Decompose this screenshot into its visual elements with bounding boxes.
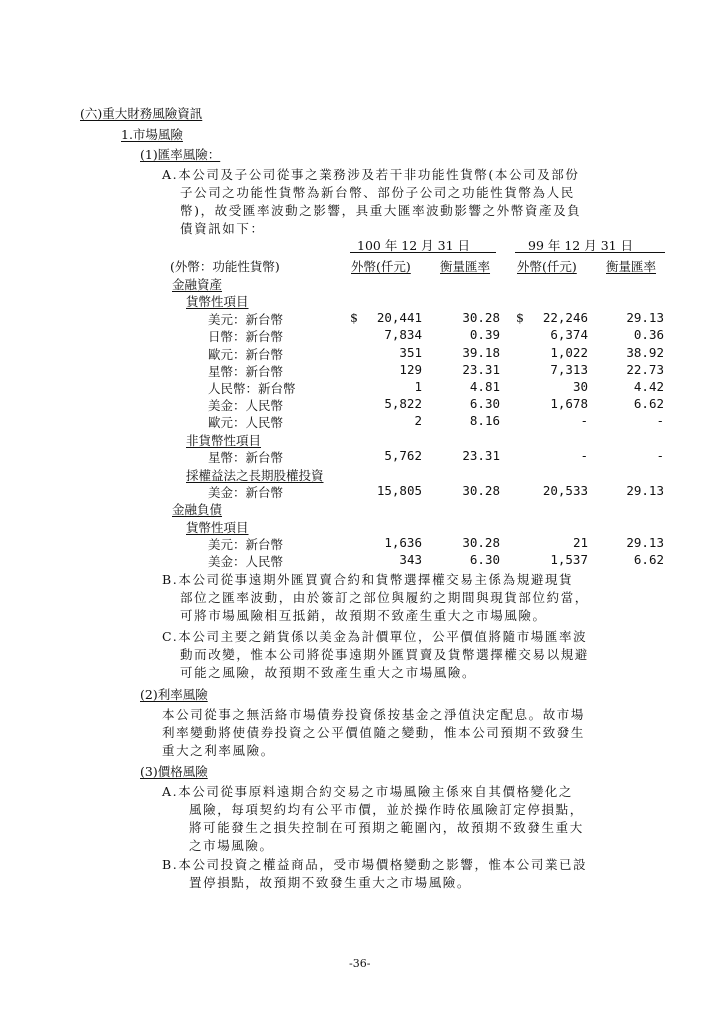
date-2010-header: 99 年 12 月 31 日 (528, 238, 634, 253)
section-heading (80, 104, 202, 122)
table-row-label: 美金：新台幣 (208, 485, 284, 500)
table-cell-rate-2010: 38.92 (626, 345, 664, 360)
table-cell-rate-2010: 29.13 (626, 310, 664, 325)
table-cell-fc-2010: 30 (572, 379, 588, 394)
table-row-label: 日幣：新台幣 (208, 329, 284, 344)
table-cell-rate-2010: 29.13 (626, 535, 664, 550)
table-row-label: 美元：新台幣 (208, 537, 284, 552)
table-cell-fc-2011: 5,822 (384, 396, 422, 411)
col-foreign-currency-2010: 外幣(仟元) (517, 259, 577, 274)
fx-c-line-3: 可能之風險，故預期不致產生重大之市場風險。 (180, 665, 477, 680)
table-cell-rate-2011: 30.28 (462, 310, 500, 325)
table-cell-rate-2011: 23.31 (462, 362, 500, 377)
table-cell-fc-2010: 1,537 (550, 552, 588, 567)
price-a-line-1: A.本公司從事原料遠期合約交易之市場風險主係來自其價格變化之 (162, 784, 574, 799)
price-a-line-3: 將可能發生之損失控制在可預期之範圍內，故預期不致發生重大 (189, 820, 584, 835)
ir-line-2: 利率變動將使債券投資之公平價值隨之變動，惟本公司預期不致發生 (162, 725, 586, 740)
table-cell-fc-2011: 15,805 (376, 483, 422, 498)
table-cell-fc-2010: 1,678 (550, 396, 588, 411)
table-cell-fc-2010: - (580, 448, 588, 463)
financial-assets-label: 金融資產 (172, 277, 223, 292)
table-cell-rate-2010: 29.13 (626, 483, 664, 498)
date-2011-rule (350, 252, 496, 253)
fx-risk-title: (1)匯率風險： (140, 147, 221, 162)
table-row-label: 星幣：新台幣 (208, 450, 284, 465)
price-b-line-1: B.本公司投資之權益商品，受市場價格變動之影響，惟本公司業已設 (162, 857, 588, 872)
table-row-label: 美金：人民幣 (208, 554, 284, 569)
table-cell-fc-2010: 7,313 (550, 362, 588, 377)
market-risk-title: 1.市場風險 (121, 127, 183, 142)
fx-intro-line-3: 幣)，故受匯率波動之影響，具重大匯率波動影響之外幣資產及負 (180, 203, 582, 218)
table-cell-rate-2011: 23.31 (462, 448, 500, 463)
table-cell-rate-2011: 6.30 (469, 552, 500, 567)
table-cell-rate-2011: 39.18 (462, 345, 500, 360)
dollar-sign-2010: $ (516, 310, 524, 325)
date-2011-header: 100 年 12 月 31 日 (357, 238, 471, 253)
table-cell-rate-2011: 0.39 (469, 327, 500, 342)
fx-intro-line-1: A.本公司及子公司從事之業務涉及若干非功能性貨幣(本公司及部份 (162, 167, 580, 182)
market-risk-heading (121, 125, 183, 143)
section-title: (六)重大財務風險資訊 (80, 106, 203, 121)
table-cell-fc-2011: 343 (399, 552, 422, 567)
price-risk-title: (3)價格風險 (140, 764, 208, 779)
table-cell-fc-2010: 20,533 (542, 483, 588, 498)
table-cell-fc-2011: 2 (414, 413, 422, 428)
fx-c-line-1: C.本公司主要之銷貨係以美金為計價單位，公平價值將隨市場匯率波 (162, 629, 588, 644)
price-b-line-2: 置停損點，故預期不致發生重大之市場風險。 (189, 875, 472, 890)
table-cell-rate-2010: 22.73 (626, 362, 664, 377)
table-cell-rate-2011: 30.28 (462, 535, 500, 550)
fx-b-line-2: 部位之匯率波動，由於簽訂之部位與履約之期間與現貨部位約當， (180, 590, 589, 605)
equity-invest-label: 採權益法之長期股權投資 (186, 468, 324, 483)
table-cell-fc-2011: 1,636 (384, 535, 422, 550)
table-cell-rate-2011: 8.16 (469, 413, 500, 428)
fx-intro-line-4: 債資訊如下： (180, 221, 265, 236)
dollar-sign-2011: $ (350, 310, 358, 325)
table-row-label: 歐元：新台幣 (208, 347, 284, 362)
page-number: -36- (349, 957, 371, 970)
price-risk-heading (140, 762, 208, 780)
table-cell-fc-2011: 1 (414, 379, 422, 394)
fx-c-line-2: 動而改變，惟本公司將從事遠期外匯買賣及貨幣選擇權交易以規避 (180, 647, 589, 662)
price-a-line-2: 風險，每項契約均有公平市價，並於操作時依風險訂定停損點， (189, 802, 584, 817)
table-cell-fc-2011: 7,834 (384, 327, 422, 342)
table-cell-rate-2010: 6.62 (633, 552, 664, 567)
table-cell-rate-2010: - (656, 413, 664, 428)
table-cell-fc-2010: 1,022 (550, 345, 588, 360)
table-row-label: 美元：新台幣 (208, 312, 284, 327)
monetary-items-label: 貨幣性項目 (186, 294, 249, 309)
financial-liabilities-label: 金融負債 (172, 502, 223, 517)
table-cell-rate-2010: - (656, 448, 664, 463)
table-cell-rate-2010: 4.42 (633, 379, 664, 394)
col-rate-2010: 衡量匯率 (606, 259, 657, 274)
table-cell-rate-2010: 0.36 (633, 327, 664, 342)
table-cell-fc-2011: 129 (399, 362, 422, 377)
fx-b-line-1: B.本公司從事遠期外匯買賣合約和貨幣選擇權交易主係為規避現貨 (162, 572, 574, 587)
table-row-label: 人民幣：新台幣 (208, 381, 296, 396)
table-cell-fc-2011: 351 (399, 345, 422, 360)
table-cell-fc-2011: 20,441 (376, 310, 422, 325)
col-rate-2011: 衡量匯率 (440, 259, 491, 274)
table-cell-rate-2011: 4.81 (469, 379, 500, 394)
table-cell-fc-2010: - (580, 413, 588, 428)
col-foreign-currency-2011: 外幣(仟元) (351, 259, 411, 274)
table-cell-rate-2011: 6.30 (469, 396, 500, 411)
interest-rate-risk-title: (2)利率風險 (140, 687, 208, 702)
fx-b-line-3: 可將市場風險相互抵銷，故預期不致產生重大之市場風險。 (180, 608, 547, 623)
table-cell-rate-2010: 6.62 (633, 396, 664, 411)
price-a-line-4: 之市場風險。 (189, 838, 274, 853)
table-row-label: 歐元：人民幣 (208, 415, 284, 430)
fx-intro-line-2: 子公司之功能性貨幣為新台幣、部份子公司之功能性貨幣為人民 (180, 185, 575, 200)
ir-line-3: 重大之利率風險。 (162, 743, 275, 758)
fx-risk-heading (140, 145, 220, 163)
table-row-label: 美金：人民幣 (208, 398, 284, 413)
unit-label: (外幣：功能性貨幣) (170, 259, 280, 274)
interest-rate-risk-heading (140, 685, 208, 703)
non-monetary-label: 非貨幣性項目 (186, 433, 262, 448)
date-2010-rule (515, 252, 665, 253)
table-cell-fc-2010: 6,374 (550, 327, 588, 342)
table-row-label: 星幣：新台幣 (208, 364, 284, 379)
table-cell-rate-2011: 30.28 (462, 483, 500, 498)
table-cell-fc-2010: 21 (572, 535, 588, 550)
table-cell-fc-2010: 22,246 (542, 310, 588, 325)
monetary-items-label-2: 貨幣性項目 (186, 520, 249, 535)
ir-line-1: 本公司從事之無活絡市場債券投資係按基金之淨值決定配息。故市場 (162, 707, 586, 722)
table-cell-fc-2011: 5,762 (384, 448, 422, 463)
